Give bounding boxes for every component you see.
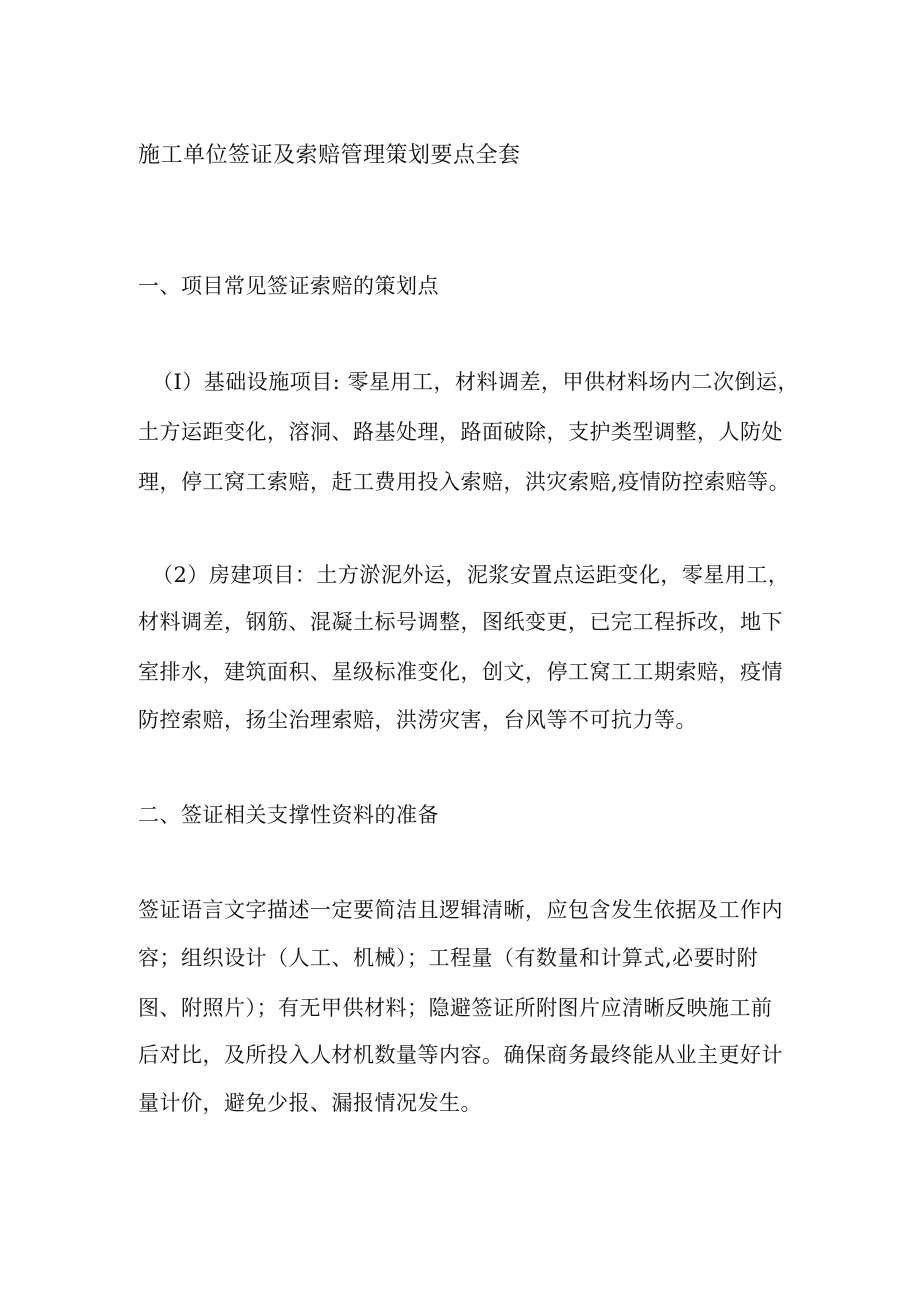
- paragraph-line: 室排水，建筑面积、星级标准变化，创文，停工窝工工期索赔，疫情: [138, 660, 783, 684]
- paragraph-line: 后对比，及所投入人材机数量等内容。确保商务最终能从业主更好计: [138, 1043, 783, 1067]
- paragraph-line: 图、附照片）；有无甲供材料；隐避签证所附图片应清晰反映施工前: [138, 996, 773, 1020]
- paragraph-line: （2）房建项目：土方淤泥外运，泥浆安置点运距变化，零星用工，: [152, 563, 790, 587]
- paragraph-line: 量计价，避免少报、漏报情况发生。: [138, 1091, 482, 1115]
- paragraph-line: 容；组织设计（人工、机械）；工程量（有数量和计算式,必要时附: [138, 946, 759, 970]
- paragraph-line: 材料调差，钢筋、混凝土标号调整，图纸变更，已完工程拆改，地下: [138, 610, 783, 634]
- document-title: 施工单位签证及索赔管理策划要点全套: [138, 143, 521, 168]
- paragraph-line: 理，停工窝工索赔，赶工费用投入索赔，洪灾索赔,疫情防控索赔等。: [138, 470, 791, 494]
- paragraph-line: 签证语言文字描述一定要简洁且逻辑清晰，应包含发生依据及工作内: [138, 898, 783, 922]
- paragraph-line: （I）基础设施项目: 零星用工，材料调差，甲供材料场内二次倒运，: [152, 370, 800, 394]
- section-heading-1: 一、项目常见签证索赔的策划点: [138, 274, 439, 298]
- section-heading-2: 二、签证相关支撑性资料的准备: [138, 803, 439, 827]
- paragraph-line: 土方运距变化，溶洞、路基处理，路面破除，支护类型调整，人防处: [138, 420, 783, 444]
- paragraph-line: 防控索赔，扬尘治理索赔，洪涝灾害，台风等不可抗力等。: [138, 708, 697, 732]
